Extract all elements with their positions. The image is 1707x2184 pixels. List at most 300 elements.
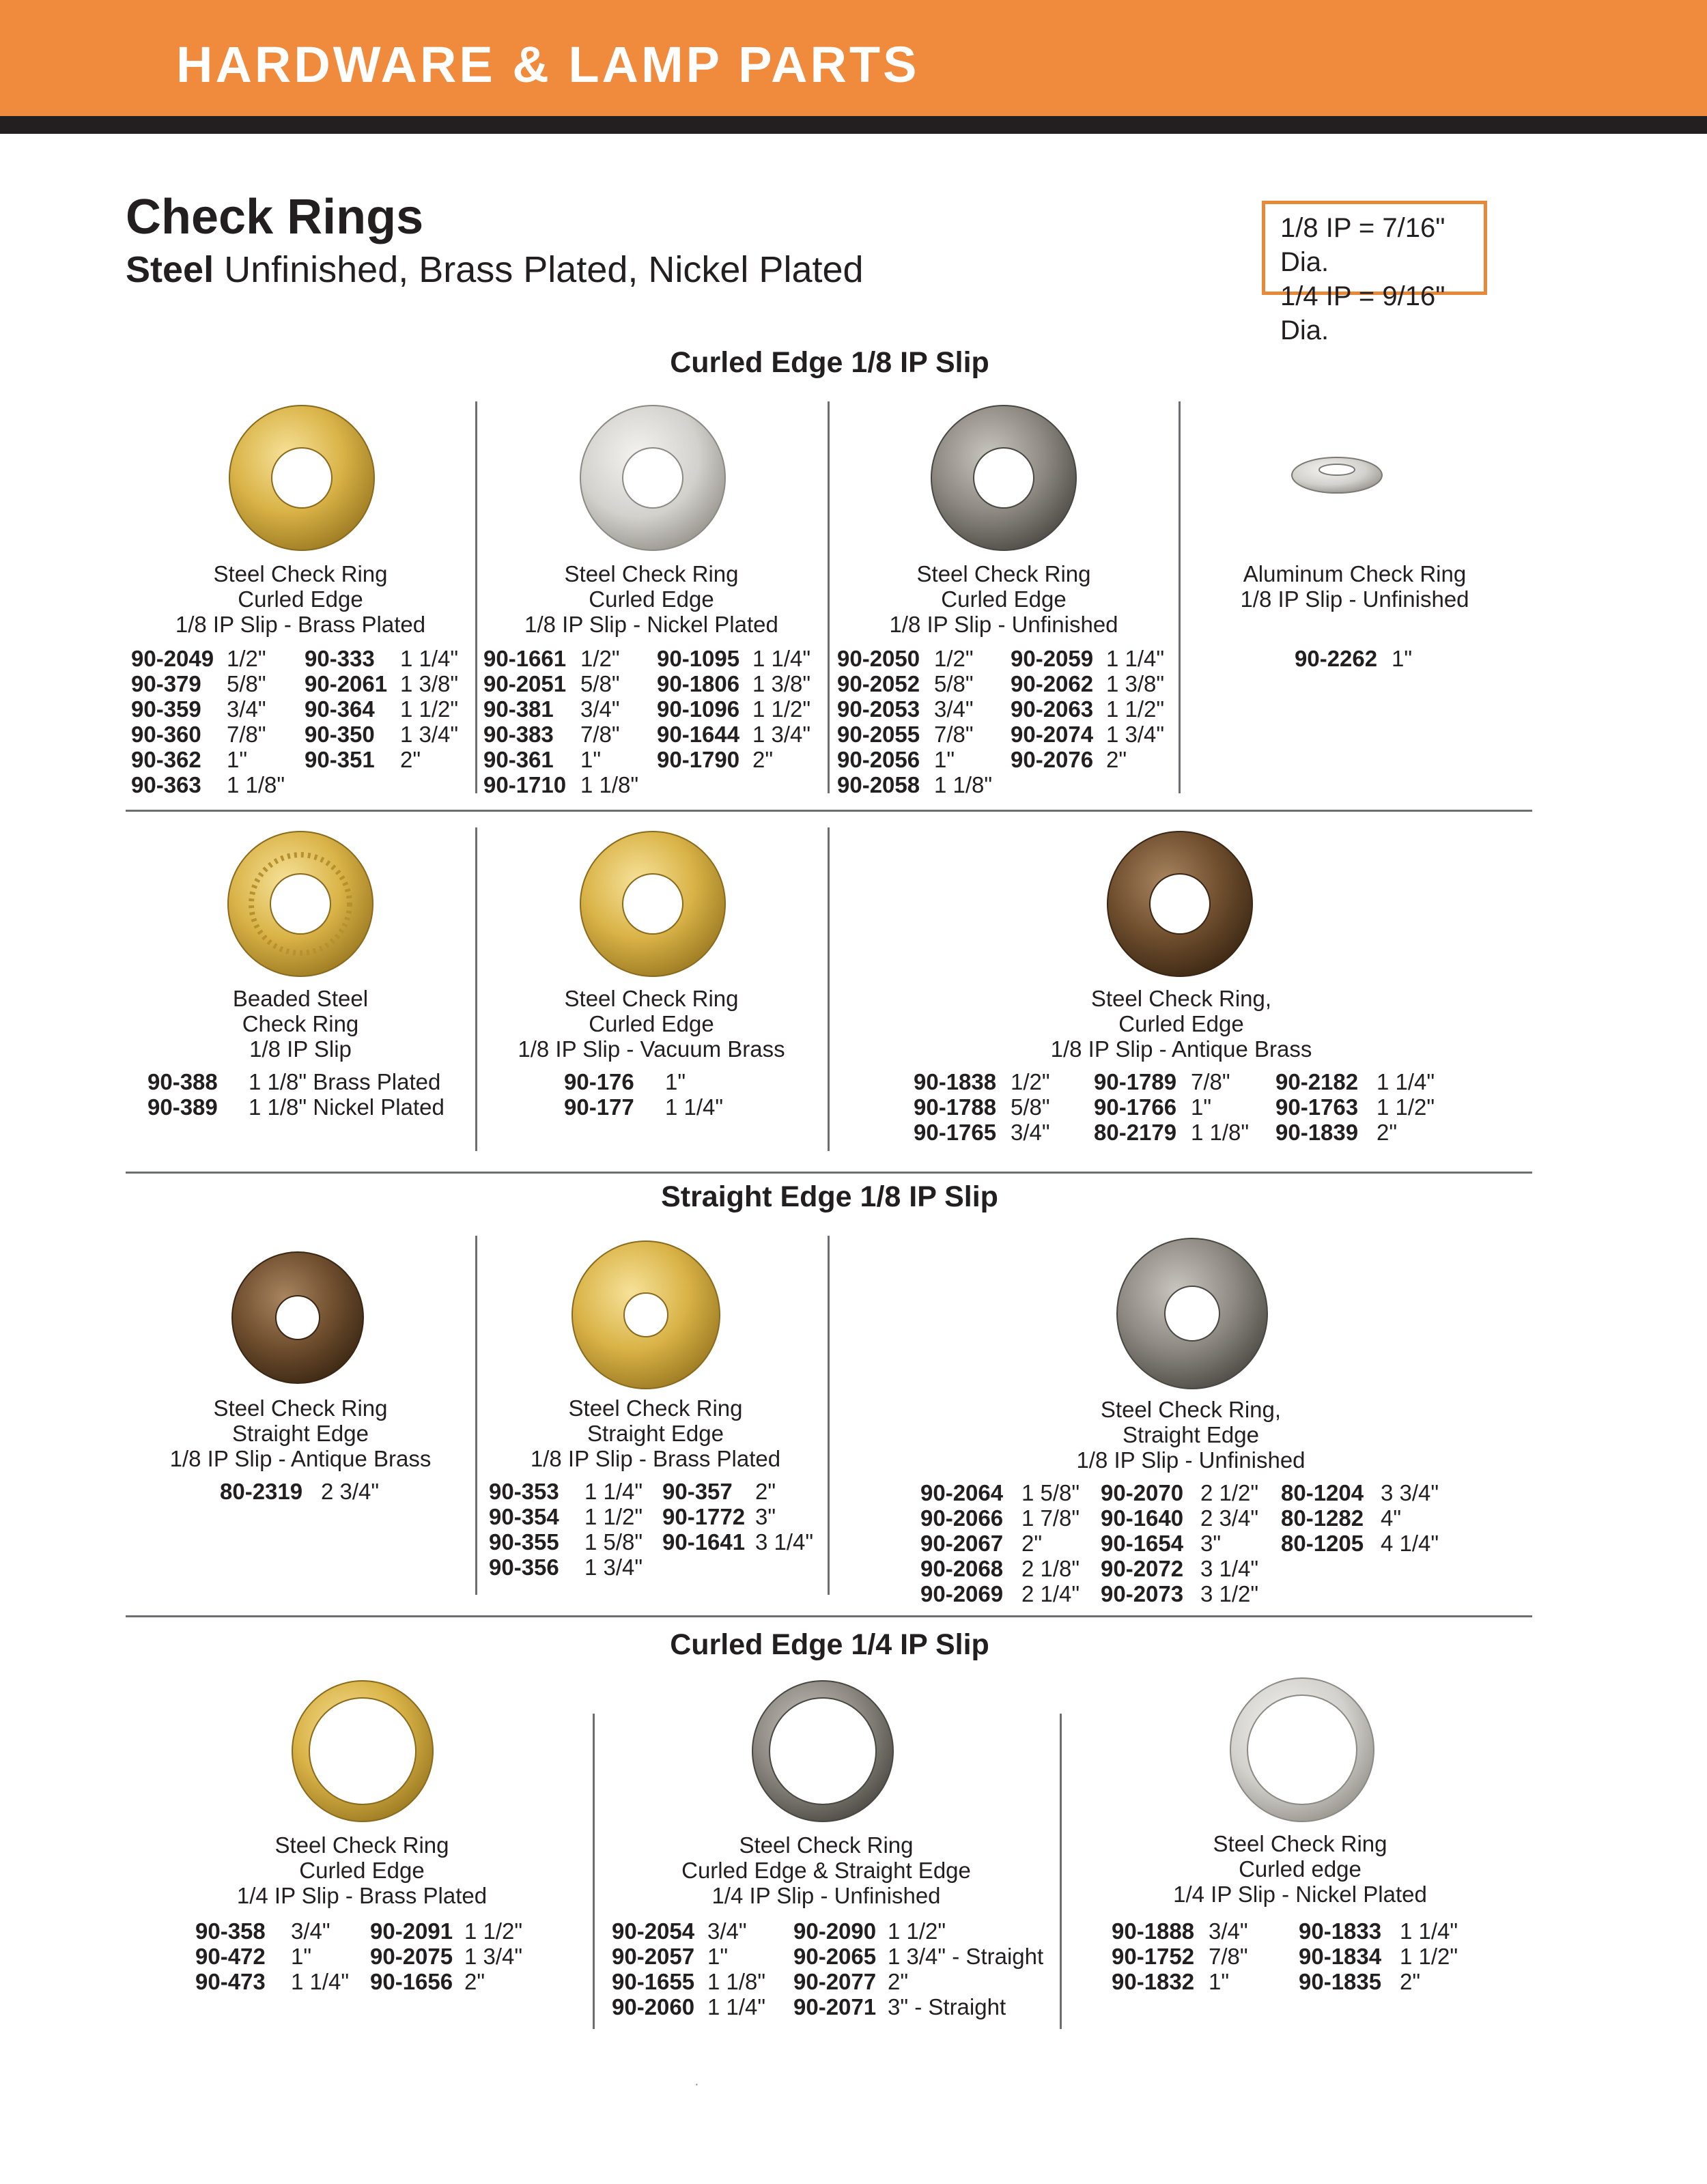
- table-row: [147, 1069, 445, 1094]
- part-size: 1 1/4": [1400, 1918, 1458, 1944]
- part-number: 90-359: [131, 696, 201, 722]
- ip-size-note: [1262, 201, 1487, 345]
- part-number: 90-1095: [657, 646, 740, 671]
- table-row: [489, 1504, 813, 1529]
- part-number: 90-2077: [793, 1969, 877, 1994]
- part-number: 90-358: [195, 1918, 266, 1944]
- table-row: [489, 1529, 813, 1555]
- product-description-p8: [130, 1395, 471, 1471]
- part-number: 90-2070: [1101, 1480, 1184, 1505]
- part-size: 1 1/8": [580, 772, 639, 797]
- part-number: 80-1204: [1281, 1480, 1364, 1505]
- table-row: [837, 747, 1164, 772]
- part-size: 1 1/2": [1400, 1944, 1458, 1969]
- part-number: 90-1806: [657, 671, 740, 696]
- table-row: [489, 1555, 813, 1580]
- desc-line: 1/8 IP Slip - Brass Plated: [175, 612, 426, 637]
- product-description-p5: [130, 986, 471, 1062]
- part-number: 90-333: [305, 646, 375, 671]
- part-size: 7/8": [1209, 1944, 1248, 1969]
- desc-line: Steel Check Ring,: [1100, 1397, 1282, 1422]
- part-number: 90-1835: [1299, 1969, 1382, 1994]
- part-table-p1: [131, 646, 458, 797]
- desc-line: Steel Check Ring: [564, 561, 739, 586]
- part-number: 90-2050: [837, 646, 920, 671]
- brass-check-ring-image: [228, 404, 376, 552]
- part-number: 90-2060: [612, 1994, 695, 2019]
- table-row: [837, 722, 1164, 747]
- table-row: [131, 646, 458, 671]
- part-number: 90-2055: [837, 722, 920, 747]
- table-row: [612, 1918, 1043, 1944]
- part-size: 1 1/4": [752, 646, 811, 671]
- part-size: 1 3/4": [584, 1555, 643, 1580]
- desc-line: Curled Edge: [299, 1858, 425, 1883]
- part-number: 90-176: [564, 1069, 634, 1094]
- aluminum-check-ring-image: [1289, 445, 1385, 500]
- part-number: 90-1710: [483, 772, 567, 797]
- part-size: 1 1/4": [1377, 1069, 1435, 1094]
- table-row: [483, 747, 810, 772]
- divider: [126, 1172, 1532, 1174]
- part-table-p12: [612, 1918, 1043, 2019]
- table-row: [147, 1094, 445, 1120]
- part-size: 2 1/8": [1021, 1556, 1080, 1581]
- part-number: 90-1640: [1101, 1505, 1184, 1531]
- desc-line: Beaded Steel: [232, 986, 369, 1011]
- part-number: 90-354: [489, 1504, 559, 1529]
- table-row: [483, 722, 810, 747]
- desc-line: 1/8 IP Slip - Antique Brass: [1050, 1036, 1312, 1062]
- part-size: 3/4": [580, 696, 620, 722]
- part-number: 90-1765: [914, 1120, 997, 1145]
- part-size: 2": [1377, 1120, 1398, 1145]
- part-number: 90-1788: [914, 1094, 997, 1120]
- part-number: 90-355: [489, 1529, 559, 1555]
- part-number: 90-383: [483, 722, 554, 747]
- table-row: [920, 1531, 1439, 1556]
- part-size: 1 1/2": [400, 696, 459, 722]
- table-row: [920, 1581, 1439, 1606]
- desc-line: 1/4 IP Slip - Unfinished: [711, 1883, 941, 1908]
- part-number: 90-1661: [483, 646, 567, 671]
- part-size: 3/4": [227, 696, 266, 722]
- part-number: 90-361: [483, 747, 554, 772]
- part-size: 3/4": [1209, 1918, 1248, 1944]
- part-size: 7/8": [934, 722, 974, 747]
- desc-line: Aluminum Check Ring: [1243, 561, 1467, 586]
- desc-line: Curled Edge: [941, 586, 1067, 612]
- part-size: 2 1/4": [1021, 1581, 1080, 1606]
- column-divider: [475, 827, 477, 1151]
- ip-note-line: 1/4 IP = 9/16" Dia.: [1280, 281, 1445, 345]
- part-number: 90-364: [305, 696, 375, 722]
- table-row: [1112, 1944, 1458, 1969]
- part-size: 1": [934, 747, 955, 772]
- column-divider: [1060, 1714, 1062, 2029]
- part-size: 7/8": [580, 722, 620, 747]
- part-number: 90-1766: [1094, 1094, 1177, 1120]
- part-number: 90-472: [195, 1944, 266, 1969]
- column-divider: [828, 1236, 830, 1595]
- part-size: 7/8": [227, 722, 266, 747]
- part-number: 90-2058: [837, 772, 920, 797]
- part-size: 5/8": [1011, 1094, 1050, 1120]
- part-size: 3 3/4": [1381, 1480, 1439, 1505]
- table-row: [131, 772, 458, 797]
- desc-line: 1/8 IP Slip - Unfinished: [889, 612, 1118, 637]
- part-number: 90-1834: [1299, 1944, 1382, 1969]
- table-row: [483, 671, 810, 696]
- desc-line: Curled Edge: [589, 586, 714, 612]
- part-size: 1/2": [1011, 1069, 1050, 1094]
- part-number: 90-1096: [657, 696, 740, 722]
- banner-title: HARDWARE & LAMP PARTS: [176, 36, 920, 93]
- part-size: 1": [1392, 646, 1413, 671]
- part-number: 90-2063: [1011, 696, 1094, 722]
- unfinished-quarter-ip-ring-image: [751, 1679, 894, 1823]
- desc-line: Straight Edge: [587, 1421, 724, 1446]
- part-number: 90-2052: [837, 671, 920, 696]
- part-number: 90-362: [131, 747, 201, 772]
- desc-line: 1/4 IP Slip - Brass Plated: [236, 1883, 488, 1908]
- part-size: 1 1/2": [584, 1504, 643, 1529]
- section-heading-curled-14: Curled Edge 1/4 IP Slip: [670, 1628, 989, 1661]
- page-subtitle: [126, 251, 864, 288]
- part-number: 80-2179: [1094, 1120, 1177, 1145]
- part-number: 90-2074: [1011, 722, 1094, 747]
- part-size: 2": [1106, 747, 1127, 772]
- desc-line: 1/8 IP Slip - Vacuum Brass: [518, 1036, 785, 1062]
- part-number: 90-2062: [1011, 671, 1094, 696]
- desc-line: 1/4 IP Slip - Nickel Plated: [1173, 1882, 1427, 1907]
- table-row: [195, 1918, 522, 1944]
- part-size: 1 1/4": [1106, 646, 1165, 671]
- product-description-p3: [832, 561, 1176, 637]
- product-description-p7: [1011, 986, 1352, 1062]
- part-number: 90-356: [489, 1555, 559, 1580]
- part-size: 1 1/8": [1191, 1120, 1250, 1145]
- brass-quarter-ip-ring-image: [291, 1679, 434, 1823]
- table-row: [131, 722, 458, 747]
- part-number: 90-1833: [1299, 1918, 1382, 1944]
- part-table-p2: [483, 646, 810, 797]
- part-size: 2 3/4": [321, 1479, 380, 1504]
- part-number: 90-1888: [1112, 1918, 1195, 1944]
- nickel-quarter-ip-ring-image: [1229, 1677, 1375, 1823]
- part-number: 90-351: [305, 747, 375, 772]
- subtitle-bold: Steel: [126, 249, 214, 290]
- part-size: 4 1/4": [1381, 1531, 1439, 1556]
- part-size: 2": [1021, 1531, 1043, 1556]
- part-size: 1 3/4" - Straight: [888, 1944, 1044, 1969]
- brass-straight-ring-image: [571, 1240, 721, 1390]
- part-size: 1 3/8": [752, 671, 811, 696]
- part-size: 2": [888, 1969, 909, 1994]
- part-size: 1 3/4": [464, 1944, 523, 1969]
- part-number: 90-381: [483, 696, 554, 722]
- part-number: 90-2069: [920, 1581, 1004, 1606]
- desc-line: 1/8 IP Slip - Unfinished: [1240, 586, 1469, 612]
- part-number: 90-1644: [657, 722, 740, 747]
- part-number: 90-2064: [920, 1480, 1004, 1505]
- part-number: 90-2061: [305, 671, 388, 696]
- product-description-p13: [1129, 1831, 1471, 1907]
- column-divider: [828, 401, 830, 793]
- part-size: 2": [755, 1479, 776, 1504]
- part-table-p10: [920, 1480, 1439, 1606]
- part-number: 80-1205: [1281, 1531, 1364, 1556]
- part-size: 2": [752, 747, 774, 772]
- part-number: 90-389: [147, 1094, 218, 1120]
- desc-line: Steel Check Ring: [274, 1832, 449, 1858]
- part-number: 90-357: [662, 1479, 733, 1504]
- part-number: 90-2067: [920, 1531, 1004, 1556]
- desc-line: 1/8 IP Slip - Brass Plated: [530, 1446, 781, 1471]
- product-description-p9: [485, 1395, 826, 1471]
- part-number: 90-2262: [1295, 646, 1378, 671]
- desc-line: 1/8 IP Slip - Nickel Plated: [524, 612, 778, 637]
- part-number: 90-2053: [837, 696, 920, 722]
- page-title: Check Rings: [126, 190, 424, 244]
- part-number: 90-350: [305, 722, 375, 747]
- part-number: 90-2076: [1011, 747, 1094, 772]
- part-table-p13: [1112, 1918, 1458, 1994]
- part-size: 4": [1381, 1505, 1402, 1531]
- part-size: 1/2": [934, 646, 974, 671]
- part-table-p8: [220, 1479, 379, 1504]
- table-row: [1112, 1969, 1458, 1994]
- part-size: 1 7/8": [1021, 1505, 1080, 1531]
- table-row: [612, 1944, 1043, 1969]
- desc-line: Curled Edge & Straight Edge: [681, 1858, 971, 1883]
- table-row: [564, 1094, 723, 1120]
- table-row: [920, 1505, 1439, 1531]
- part-number: 90-353: [489, 1479, 559, 1504]
- section-heading-curled-18: Curled Edge 1/8 IP Slip: [670, 346, 989, 379]
- part-number: 90-1832: [1112, 1969, 1195, 1994]
- part-size: 1 1/4": [584, 1479, 643, 1504]
- part-number: 90-473: [195, 1969, 266, 1994]
- part-size: 3/4": [707, 1918, 747, 1944]
- desc-line: Steel Check Ring: [916, 561, 1091, 586]
- part-size: 2 1/2": [1200, 1480, 1259, 1505]
- table-row: [195, 1969, 522, 1994]
- part-number: 90-2049: [131, 646, 214, 671]
- table-row: [920, 1480, 1439, 1505]
- part-table-p7: [914, 1069, 1435, 1145]
- desc-line: 1/8 IP Slip - Unfinished: [1076, 1447, 1306, 1473]
- part-number: 90-2059: [1011, 646, 1094, 671]
- product-description-p12: [655, 1832, 997, 1908]
- table-row: [837, 772, 1164, 797]
- part-size: 1 3/8": [1106, 671, 1165, 696]
- part-size: 1 5/8": [1021, 1480, 1080, 1505]
- part-size: 1 3/4": [1106, 722, 1165, 747]
- header-banner: [0, 0, 1707, 116]
- part-number: 90-2075: [370, 1944, 453, 1969]
- part-size: 5/8": [580, 671, 620, 696]
- part-number: 90-2182: [1275, 1069, 1359, 1094]
- part-size: 1 1/8" Brass Plated: [249, 1069, 441, 1094]
- part-size: 3 1/4": [755, 1529, 814, 1555]
- table-row: [914, 1094, 1435, 1120]
- part-size: 3/4": [1011, 1120, 1050, 1145]
- part-number: 90-1656: [370, 1969, 453, 1994]
- table-row: [612, 1994, 1043, 2019]
- table-row: [195, 1944, 522, 1969]
- part-number: 90-2073: [1101, 1581, 1184, 1606]
- part-number: 90-2057: [612, 1944, 695, 1969]
- desc-line: Straight Edge: [1123, 1422, 1259, 1447]
- table-row: [1295, 646, 1412, 671]
- part-size: 1 3/4": [752, 722, 811, 747]
- part-size: 3" - Straight: [888, 1994, 1006, 2019]
- product-description-p1: [130, 561, 471, 637]
- part-size: 3/4": [291, 1918, 330, 1944]
- part-size: 1 1/2": [1106, 696, 1165, 722]
- table-row: [483, 646, 810, 671]
- unfinished-straight-ring-image: [1116, 1237, 1269, 1390]
- part-number: 90-1789: [1094, 1069, 1177, 1094]
- part-size: 2": [1400, 1969, 1421, 1994]
- product-description-p2: [481, 561, 822, 637]
- part-table-p9: [489, 1479, 813, 1580]
- table-row: [837, 646, 1164, 671]
- desc-line: Steel Check Ring: [739, 1832, 914, 1858]
- part-size: 1 1/4": [665, 1094, 724, 1120]
- table-row: [131, 747, 458, 772]
- part-size: 3 1/4": [1200, 1556, 1259, 1581]
- part-table-p4: [1295, 646, 1412, 671]
- part-size: 1": [580, 747, 602, 772]
- table-row: [483, 696, 810, 722]
- part-size: 1 1/8": [227, 772, 285, 797]
- table-row: [131, 696, 458, 722]
- part-size: 1 1/2": [1377, 1094, 1435, 1120]
- desc-line: Curled edge: [1239, 1856, 1362, 1882]
- desc-line: Steel Check Ring: [213, 1395, 388, 1421]
- part-number: 90-2072: [1101, 1556, 1184, 1581]
- part-number: 90-2068: [920, 1556, 1004, 1581]
- table-row: [483, 772, 810, 797]
- table-row: [920, 1556, 1439, 1581]
- desc-line: Steel Check Ring: [564, 986, 739, 1011]
- part-number: 90-2051: [483, 671, 567, 696]
- part-table-p5: [147, 1069, 445, 1120]
- part-number: 90-177: [564, 1094, 634, 1120]
- desc-line: Steel Check Ring: [1213, 1831, 1387, 1856]
- vacuum-brass-check-ring-image: [579, 830, 726, 978]
- part-size: 1": [707, 1944, 729, 1969]
- part-size: 3 1/2": [1200, 1581, 1259, 1606]
- column-divider: [593, 1714, 595, 2029]
- table-row: [131, 671, 458, 696]
- table-row: [837, 696, 1164, 722]
- desc-line: Curled Edge: [238, 586, 363, 612]
- part-number: 90-2090: [793, 1918, 877, 1944]
- section-heading-straight-18: Straight Edge 1/8 IP Slip: [661, 1180, 998, 1213]
- part-size: 3/4": [934, 696, 974, 722]
- part-size: 1 1/4": [707, 1994, 766, 2019]
- column-divider: [475, 1236, 477, 1595]
- antique-brass-straight-ring-image: [231, 1251, 365, 1385]
- part-number: 80-2319: [220, 1479, 303, 1504]
- part-size: 1 1/4": [400, 646, 459, 671]
- part-size: 1 3/8": [400, 671, 459, 696]
- part-size: 1 1/2": [752, 696, 811, 722]
- part-number: 90-1772: [662, 1504, 746, 1529]
- unfinished-check-ring-image: [930, 404, 1077, 552]
- part-number: 90-2066: [920, 1505, 1004, 1531]
- part-number: 90-1655: [612, 1969, 695, 1994]
- desc-line: Straight Edge: [232, 1421, 369, 1446]
- part-size: 1 1/2": [888, 1918, 946, 1944]
- part-size: 2": [400, 747, 421, 772]
- part-size: 3": [1200, 1531, 1222, 1556]
- part-size: 1 1/2": [464, 1918, 523, 1944]
- part-size: 1 5/8": [584, 1529, 643, 1555]
- nickel-check-ring-image: [579, 404, 726, 552]
- table-row: [1112, 1918, 1458, 1944]
- part-size: 1": [1209, 1969, 1230, 1994]
- desc-line: Steel Check Ring: [568, 1395, 743, 1421]
- part-number: 90-2054: [612, 1918, 695, 1944]
- desc-line: Curled Edge: [1118, 1011, 1244, 1036]
- subtitle-rest: Unfinished, Brass Plated, Nickel Plated: [214, 249, 864, 290]
- beaded-check-ring-image: [227, 830, 374, 978]
- part-number: 90-363: [131, 772, 201, 797]
- part-number: 90-1790: [657, 747, 740, 772]
- part-number: 90-1839: [1275, 1120, 1359, 1145]
- column-divider: [828, 827, 830, 1151]
- desc-line: 1/8 IP Slip: [249, 1036, 352, 1062]
- part-size: 5/8": [934, 671, 974, 696]
- part-size: 1": [1191, 1094, 1212, 1120]
- part-table-p3: [837, 646, 1164, 797]
- part-size: 1/2": [227, 646, 266, 671]
- product-description-p4: [1184, 561, 1525, 612]
- part-size: 1": [291, 1944, 312, 1969]
- desc-line: Steel Check Ring,: [1090, 986, 1272, 1011]
- part-size: 1": [665, 1069, 686, 1094]
- part-size: 1 3/4": [400, 722, 459, 747]
- ip-note-line: 1/8 IP = 7/16" Dia.: [1280, 213, 1445, 277]
- table-row: [489, 1479, 813, 1504]
- part-size: 7/8": [1191, 1069, 1230, 1094]
- part-size: 1 1/8" Nickel Plated: [249, 1094, 445, 1120]
- part-number: 90-1641: [662, 1529, 746, 1555]
- table-row: [837, 671, 1164, 696]
- part-number: 90-2091: [370, 1918, 453, 1944]
- desc-line: Steel Check Ring: [213, 561, 388, 586]
- part-size: 1 1/4": [291, 1969, 350, 1994]
- divider: [126, 1615, 1532, 1617]
- part-size: 2 3/4": [1200, 1505, 1259, 1531]
- table-row: [564, 1069, 723, 1094]
- part-number: 90-379: [131, 671, 201, 696]
- part-number: 90-388: [147, 1069, 218, 1094]
- part-number: 90-2056: [837, 747, 920, 772]
- column-divider: [475, 401, 477, 793]
- table-row: [914, 1069, 1435, 1094]
- desc-line: Check Ring: [242, 1011, 359, 1036]
- table-row: [612, 1969, 1043, 1994]
- column-divider: [1179, 401, 1181, 793]
- part-number: 90-1838: [914, 1069, 997, 1094]
- part-number: 80-1282: [1281, 1505, 1364, 1531]
- product-description-p10: [1020, 1397, 1362, 1473]
